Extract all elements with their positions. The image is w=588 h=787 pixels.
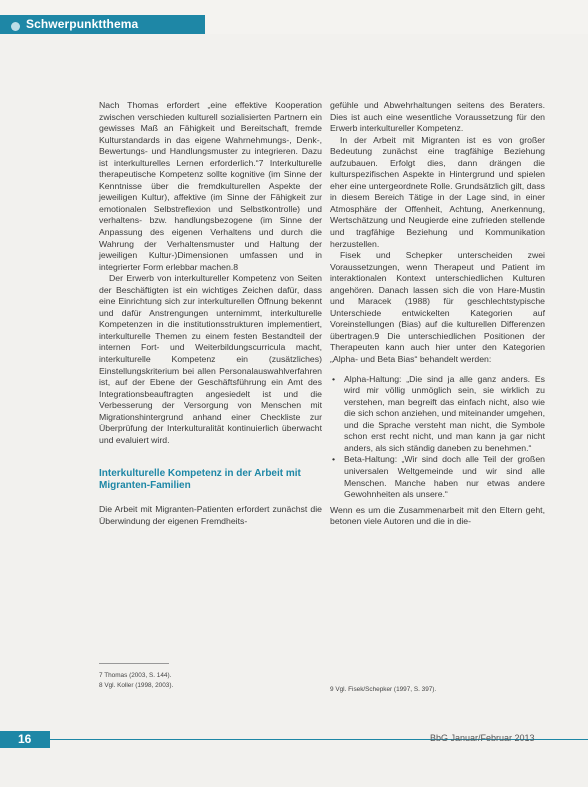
page-number: 16: [18, 732, 32, 746]
right-column: [330, 100, 545, 528]
footnote: 8 Vgl. Koller (1998, 2003).: [99, 681, 174, 689]
circle-icon: [11, 22, 20, 31]
paragraph: gefühle und Abwehrhaltungen seitens des Beraters. Dies ist auch eine wesentliche Voraussetzung für den Erwerb interkultureller Kompetenz.: [330, 100, 545, 134]
section-heading: Interkulturelle Kompetenz in der Arbeit mit Migranten-Familien: [99, 468, 301, 492]
paragraph: Fisek und Schepker unterscheiden zwei Voraussetzungen, wenn Therapeut und Patient im interaktionalen Kontext unterschiedlichen Kulturen angehören. Danach lassen sich die von Hare-Mustin und Maracek (1988) für geschlechtstypische Unterschiede entwickelten Kategorien auf Voreinstellungen (Bias) auf die kulturellen Differenzen übertragen.9 Die unterschiedlichen Positionen der Therapeuten kann auch hier unter den Kategorien „Alpha- und Beta Bias“ behandelt werden:: [330, 250, 545, 365]
paragraph: In der Arbeit mit Migranten ist es von großer Bedeutung zunächst eine tragfähige Beziehung aufzubauen. Erfolgt dies, dann drängen die kulturspezifischen Aspekte in Hintergrund und spielen eher eine untergeordnete Rolle. Grundsätzlich gilt, dass in diesem Bereich Tätige in der Lage sind, in einer Atmosphäre der Offenheit, Achtung, Anerkennung, Wertschätzung und Neugierde eine zufrieden stellende und tragfähige Beziehung und Kommunikation herzustellen.: [330, 134, 545, 249]
list-item: • Beta-Haltung: „Wir sind doch alle Teil der großen universalen Weltgemeinde und wir sind alle Menschen. Manche haben nur etwas andere Gewohnheiten als unsere.“: [330, 454, 545, 500]
paragraph: Der Erwerb von interkultureller Kompetenz von Seiten der Beschäftigten ist ein wichtiges Zeichen dafür, dass eine Einrichtung sich zur interkulturellen Öffnung bekennt und dafür Anstrengungen unternimmt, interkulturelle Kompetenzen in die institutionsstrukturen implementiert, interkulturelle Themen zu einem festen Bestandteil der internen Fort- und Weiterbildungscurricula macht, interkulturelle Kompetenz ein (zusätzliches) Einstellungskriterium bei allen Personalauswahlverfahren ist, auf der Ebene der Geschäftsführung ein Amt des Integrationsbeauftragten angesiedelt ist und die Verbesserung der Versorgung von Menschen mit Migrationshintergrund anhand einer Checkliste zur Überprüfung der Interkulturalität kontinuierlich überwacht und evaluiert wird.: [99, 273, 322, 445]
footnote-divider: [99, 663, 169, 664]
footnote: 9 Vgl. Fisek/Schepker (1997, S. 397).: [330, 686, 437, 693]
footnotes-left: [99, 671, 322, 690]
list-item: • Alpha-Haltung: „Die sind ja alle ganz anders. Es wird mir völlig unmöglich sein, sie wirklich zu verstehen, man begreift das einfach nicht, also wie die sich schon anziehen, und miteinander umgehen, und die Sprache versteht man nicht, die Symbole schon erst recht nicht, und man kann ja gar nicht anders, als sich ständig daneben zu benehmen.“: [330, 374, 545, 455]
bullet-list: [330, 374, 545, 501]
paragraph: Wenn es um die Zusammenarbeit mit den Eltern geht, betonen viele Autoren und die in die-: [330, 504, 545, 527]
section-label: Schwerpunktthema: [26, 17, 139, 31]
left-column: [99, 100, 322, 528]
footnotes-right: [330, 685, 545, 695]
issue-line: BbG Januar/Februar 2013: [430, 733, 535, 743]
paragraph: Die Arbeit mit Migranten-Patienten erfordert zunächst die Überwindung der eigenen Fremdheits-: [99, 504, 322, 526]
footnote: 7 Thomas (2003, S. 144).: [99, 672, 172, 679]
paragraph: Nach Thomas erfordert „eine effektive Kooperation zwischen verschieden kulturell sozialisierten Partnern ein gewisses Maß an Fähigkeit und Bereitschaft, fremde Kulturstandards in das eigene Wahrnehmungs-, Denk-, Bewertungs- und Handlungsmuster zu integrieren. Dazu ist interkulturelles Lernen erforderlich.“7 Interkulturelle therapeutische Kompetenz sollte kognitive (im Sinne der Kenntnisse über die fremdkulturellen Aspekte der jeweiligen Kultur), affektive (im Sinne der Fähigkeit zur emotionalen Selbstreflexion und Selbstkontrolle) und verhaltens- bzw. handlungsbezogene (im Sinne der Anpassung des eigenen Verhaltens und durch die Wahrung der Verhaltensmuster und Haltung der jeweiligen Kultur-)Dimensionen umfassen und in integrierter Form erlebbar machen.8: [99, 100, 322, 272]
